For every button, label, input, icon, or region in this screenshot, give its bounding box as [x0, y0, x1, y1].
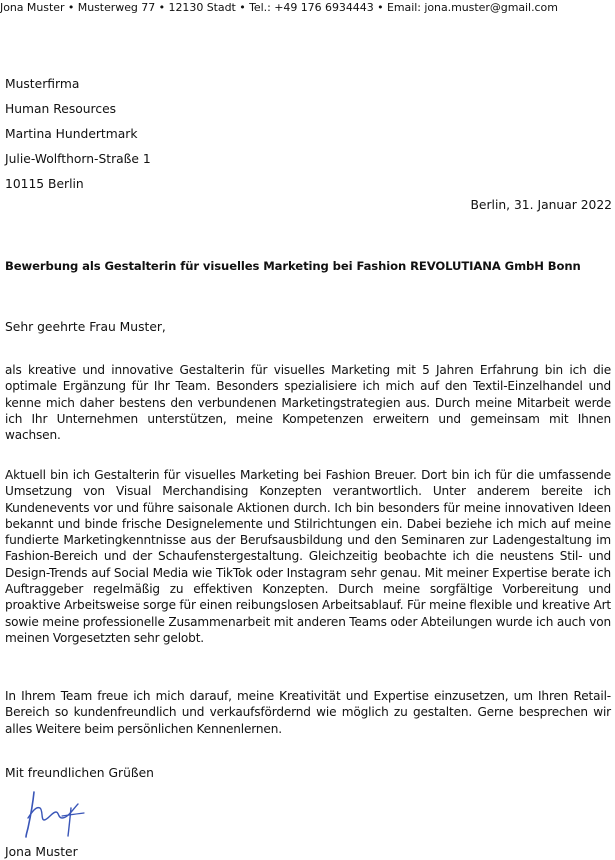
- recipient-street: Julie-Wolfthorn-Straße 1: [5, 152, 151, 166]
- salutation: Sehr geehrte Frau Muster,: [5, 320, 166, 334]
- body-paragraph-experience: Aktuell bin ich Gestalterin für visuelles Marketing bei Fashion Breuer. Dort bin ich für die umfassende Umsetzung von Visual Merchandising Konzepten verantwortlich. Unter anderem bereite ich Kundenevents vor und führe saisonale Aktionen durch. Ich bin besonders für meine innovativen Ideen bekannt und binde frische Designelemente und Stilrichtungen ein. Dabei beziehe ich mich auf meine fundierte Marketingkenntnisse aus der Berufsausbildung und den Seminaren zur Ladengestaltung im Fashion-Bereich und der Schaufenstergestaltung. Gleichzeitig beobachte ich die neustens Stil- und Design-Trends auf Social Media wie TikTok oder Instagram sehr genau. Mit meiner Expertise berate ich Auftraggeber regelmäßig zu effektiven Konzepten. Durch meine sorgfältige Vorbereitung und proaktive Arbeitsweise sorge für einen reibungslosen Arbeitsablauf. Für meine flexible und kreative Art sowie meine professionelle Zusammenarbeit mit anderen Teams oder Abteilungen wurde ich auch von meinen Vorgesetzten sehr gelobt.: [5, 468, 611, 645]
- recipient-company: Musterfirma: [5, 77, 80, 91]
- letter-date: Berlin, 31. Januar 2022: [470, 198, 612, 212]
- body-paragraph-closing: In Ihrem Team freue ich mich darauf, meine Kreativität und Expertise einzusetzen, um Ihren Retail-Bereich so kundenfreundlich und verkaufsfördernd wie möglich zu gestalten. Gerne besprechen wir alles Weitere beim persönlichen Kennenlernen.: [5, 689, 611, 736]
- recipient-contact: Martina Hundertmark: [5, 127, 138, 141]
- recipient-department: Human Resources: [5, 102, 117, 116]
- letter-subject: Bewerbung als Gestalterin für visuelles Marketing bei Fashion REVOLUTIANA GmbH Bonn: [5, 259, 581, 273]
- handwritten-signature-icon: [22, 788, 86, 840]
- body-paragraph-intro: als kreative und innovative Gestalterin für visuelles Marketing mit 5 Jahren Erfahrung bin ich die optimale Ergänzung für Ihr Team. Besonders spezialisiere ich mich auf den Textil-Einzelhandel und kenne mich daher bestens den verbundenen Marketingstrategien aus. Durch meine Mitarbeit werde ich Ihr Unternehmen unterstützen, meine Kompetenzen erweitern und gemeinsam mit Ihnen wachsen.: [5, 363, 611, 443]
- signer-name: Jona Muster: [5, 845, 78, 859]
- closing-phrase: Mit freundlichen Grüßen: [5, 766, 154, 780]
- recipient-city: 10115 Berlin: [5, 177, 84, 191]
- sender-info-line: Jona Muster • Musterweg 77 • 12130 Stadt • Tel.: +49 176 6934443 • Email: jona.muster@gmail.com: [0, 1, 558, 14]
- recipient-address-block: [5, 72, 151, 197]
